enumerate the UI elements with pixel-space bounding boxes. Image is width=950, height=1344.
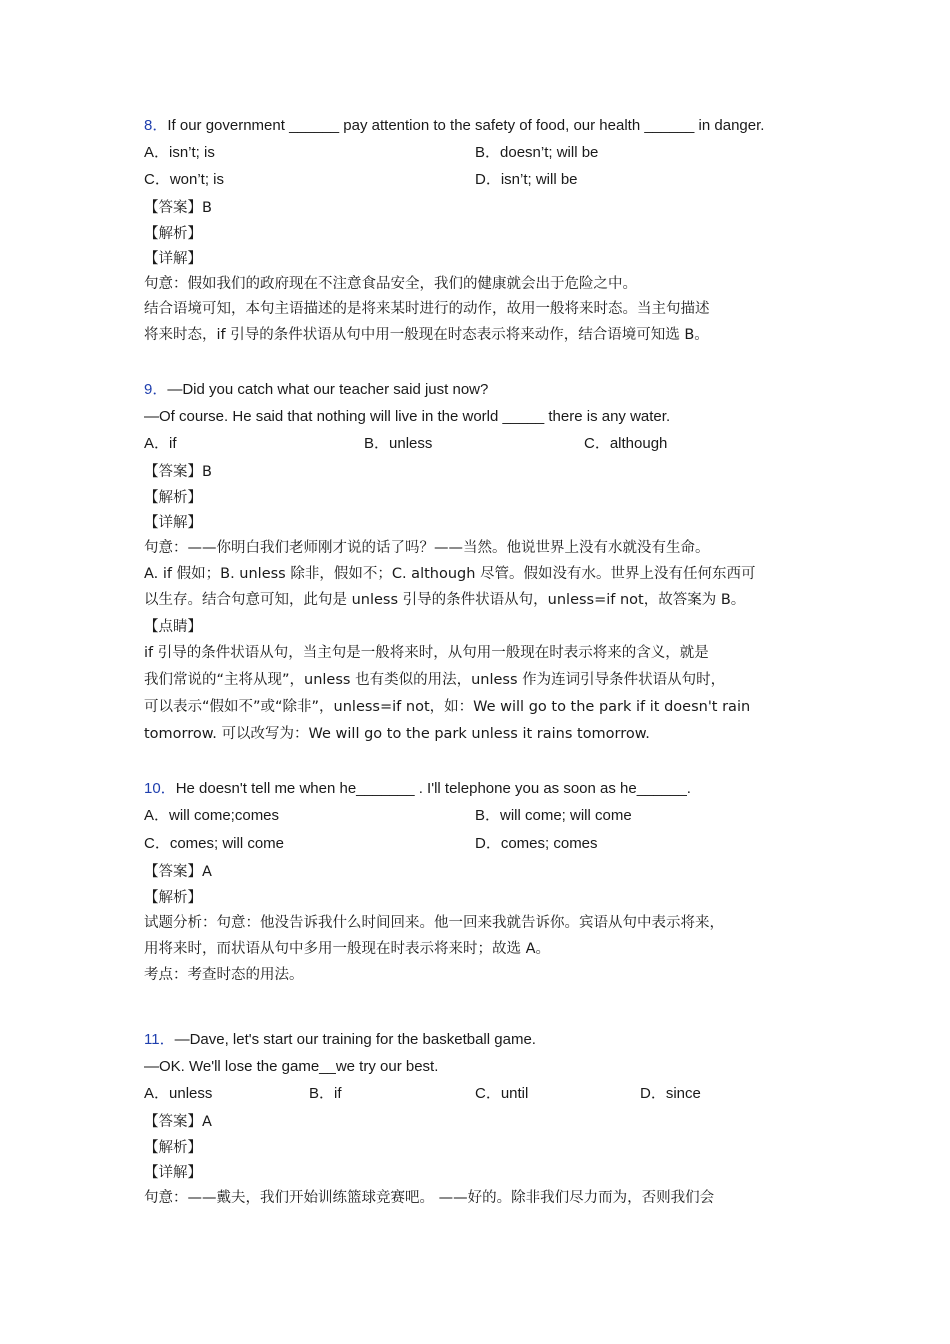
question-text: —Dave, let's start our training for the basketball game. (174, 1031, 536, 1048)
question-8-stem (144, 116, 764, 136)
option-c: C．although (584, 435, 668, 452)
question-number: 11． (144, 1031, 175, 1048)
explanation-line: 结合语境可知，本句主语描述的是将来某时进行的动作，故用一般将来时态。当主句描述 (144, 301, 710, 317)
option-b: B．will come; will come (475, 807, 632, 824)
note-label: 【点睛】 (144, 619, 202, 635)
answer-label: 【答案】B (144, 200, 212, 216)
note-line: 可以表示“假如不”或“除非”，unless=if not，如：We will go to the park if it doesn't rain (144, 699, 751, 715)
detail-label: 【详解】 (144, 515, 202, 531)
question-text: He doesn't tell me when he_______ . I'll telephone you as soon as he______. (175, 780, 691, 797)
answer-label: 【答案】A (144, 864, 212, 880)
analysis-label: 【解析】 (144, 226, 202, 242)
explanation-line: 将来时态，if 引导的条件状语从句中用一般现在时态表示将来动作，结合语境可知选 B。 (144, 327, 709, 343)
option-d: D．comes; comes (475, 835, 598, 852)
note-line: 我们常说的“主将从现”，unless 也有类似的用法，unless 作为连词引导条件状语从句时， (144, 672, 726, 688)
analysis-label: 【解析】 (144, 890, 202, 906)
explanation-line: 句意：假如我们的政府现在不注意食品安全，我们的健康就会出于危险之中。 (144, 276, 637, 292)
question-text: —Did you catch what our teacher said just now? (167, 381, 489, 398)
option-a: A．if (144, 435, 177, 452)
option-d: D．since (640, 1085, 701, 1102)
option-d: D．isn’t; will be (475, 171, 578, 188)
option-c: C．until (475, 1085, 529, 1102)
explanation-line: 试题分析：句意：他没告诉我什么时间回来。他一回来我就告诉你。宾语从句中表示将来， (144, 915, 724, 931)
note-line: if 引导的条件状语从句，当主句是一般将来时，从句用一般现在时表示将来的含义，就是 (144, 645, 709, 661)
answer-label: 【答案】B (144, 464, 212, 480)
question-text: —Of course. He said that nothing will live in the world _____ there is any water. (144, 408, 671, 425)
option-c: C．comes; will come (144, 835, 285, 852)
option-a: A．will come;comes (144, 807, 280, 824)
option-b: B．unless (364, 435, 433, 452)
option-a: A．unless (144, 1085, 213, 1102)
explanation-line: 用将来时，而状语从句中多用一般现在时表示将来时；故选 A。 (144, 941, 551, 957)
explanation-line: 句意：——戴夫，我们开始训练篮球竞赛吧。 ——好的。除非我们尽力而为，否则我们会 (144, 1190, 715, 1206)
question-9-stem (144, 380, 488, 400)
analysis-label: 【解析】 (144, 490, 202, 506)
analysis-label: 【解析】 (144, 1140, 202, 1156)
option-b: B．if (309, 1085, 342, 1102)
option-c: C．won’t; is (144, 171, 225, 188)
explanation-line: 句意：——你明白我们老师刚才说的话了吗？——当然。他说世界上没有水就没有生命。 (144, 540, 710, 556)
note-line: tomorrow. 可以改写为：We will go to the park unless it rains tomorrow. (144, 726, 650, 742)
question-10-stem (144, 779, 691, 799)
detail-label: 【详解】 (144, 251, 202, 267)
question-text: —OK. We'll lose the game__we try our best. (144, 1058, 439, 1075)
explanation-line: 以生存。结合句意可知，此句是 unless 引导的条件状语从句，unless=if not，故答案为 B。 (144, 592, 746, 608)
option-a: A．isn’t; is (144, 144, 215, 161)
option-b: B．doesn’t; will be (475, 144, 599, 161)
detail-label: 【详解】 (144, 1165, 202, 1181)
question-text: If our government ______ pay attention to the safety of food, our health ______ in danger. (167, 117, 765, 134)
question-11-stem (144, 1030, 536, 1050)
question-number: 9． (144, 381, 168, 398)
explanation-line: 考点：考查时态的用法。 (144, 967, 304, 983)
explanation-line: A. if 假如；B. unless 除非，假如不；C. although 尽管。假如没有水。世界上没有任何东西可 (144, 566, 756, 582)
question-number: 10． (144, 780, 176, 797)
question-number: 8． (144, 117, 168, 134)
answer-label: 【答案】A (144, 1114, 212, 1130)
